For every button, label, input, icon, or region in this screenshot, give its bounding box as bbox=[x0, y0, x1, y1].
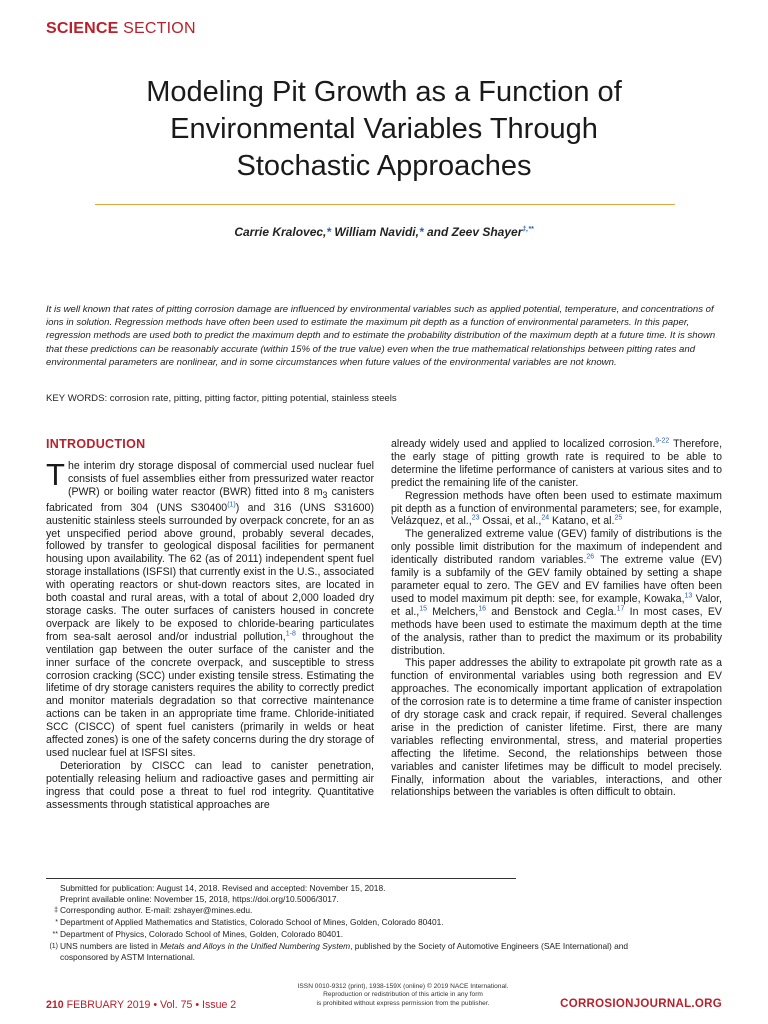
footnote-uns-text-a: UNS numbers are listed in bbox=[60, 940, 161, 951]
author-3: and Zeev Shayer bbox=[423, 225, 523, 239]
citation-1-8[interactable]: 1-8 bbox=[285, 630, 296, 638]
footer-copyright bbox=[238, 983, 568, 1008]
section-label bbox=[46, 20, 196, 38]
subscript-3: 3 bbox=[322, 489, 328, 500]
right-p2-text-a: Regression methods have often been used to estimate maximum pit depth as a function of environmental parameters; see, for example, Velázquez, et al., bbox=[391, 489, 722, 528]
footnote-symbol-star: * bbox=[55, 918, 58, 926]
title-line-1: Modeling Pit Growth as a Function of bbox=[146, 76, 622, 108]
left-column bbox=[46, 438, 374, 811]
right-column bbox=[391, 438, 722, 799]
right-p2-text-c: Katano, et al. bbox=[549, 515, 615, 528]
copyright-line-1: ISSN 0010-9312 (print), 1938-159X (online) © 2019 NACE International. bbox=[297, 983, 509, 990]
intro-text-a: he interim dry storage disposal of commercial used nuclear fuel consists of fuel assemblies either from pressurized water reactor (PWR) or boiling water reactor (BWR) fitted into 8 m bbox=[67, 459, 374, 498]
citation-25[interactable]: 25 bbox=[614, 514, 623, 522]
footer-page-info bbox=[46, 999, 236, 1011]
footnote-affiliation-1 bbox=[46, 917, 722, 929]
author-2: William Navidi, bbox=[331, 225, 419, 239]
footnote-submitted: Submitted for publication: August 14, 2018. Revised and accepted: November 15, 2018. bbox=[60, 883, 386, 893]
author-1-marker[interactable]: * bbox=[326, 225, 332, 239]
keywords: KEY WORDS: corrosion rate, pitting, pitting factor, pitting potential, stainless steels bbox=[46, 393, 397, 404]
footnote-symbol-double-star: ** bbox=[52, 930, 58, 938]
copyright-line-3: is prohibited without express permission from the publisher. bbox=[316, 999, 490, 1007]
footnote-uns bbox=[46, 941, 722, 953]
section-label-rest: SECTION bbox=[118, 20, 196, 37]
citation-17[interactable]: 17 bbox=[616, 605, 625, 613]
footnote-preprint: Preprint available online: November 15, 2018, https://doi.org/10.5006/3017. bbox=[60, 893, 339, 904]
right-paragraph-3 bbox=[391, 528, 722, 657]
right-p1-text-a: already widely used and applied to localized corrosion. bbox=[391, 438, 656, 450]
footnote-divider bbox=[46, 878, 516, 879]
footnote-affiliation-2 bbox=[46, 929, 722, 941]
footnote-symbol-dagger: ‡ bbox=[54, 906, 58, 914]
right-paragraph-4: This paper addresses the ability to extrapolate pit growth rate as a function of environmental variables using both regression and EV approaches. The economically important application of extrapolation of the corrosion rate is to determine a time frame of canister inspection of dry storage cask and crack repair, if required. Several challenges arise in the prediction of canister lifetime. First, there are many variables reflecting environmental, stress, and material properties affecting the lifetime. Second, the relationships between those variables and canister lifetimes may be difficult to model precisely. Finally, information about the variables, interactions, and other relationships between the variables is often difficult to obtain. bbox=[391, 657, 722, 799]
abstract: It is well known that rates of pitting corrosion damage are influenced by environmental variables such as applied potential, temperature, and concentrations of ions in solution. Regression methods have often been used to estimate the maximum pit depth as a function of environmental parameters. In this paper, regression methods are used both to predict the maximum depth and to estimate the probability distribution of the maximum depth at a future time. It is shown that these predictions can be reasonably accurate (within 15% of the true value) even when the true mathematical relationships between pitting rates and environmental parameters are nonlinear, and in some circumstances when future values of the environmental variables are not known. bbox=[46, 304, 716, 368]
section-label-bold: SCIENCE bbox=[46, 20, 119, 37]
page-number: 210 bbox=[46, 999, 64, 1011]
title-divider bbox=[95, 204, 675, 205]
right-p3-text-f: In most cases, EV methods have been used to estimate the maximum depth at the time of the analysis, rather than to predict the maximum or its probability distribution. bbox=[391, 605, 722, 657]
citation-23[interactable]: 23 bbox=[471, 514, 480, 522]
footnote-uns-cont: cosponsored by ASTM International. bbox=[60, 952, 196, 963]
citation-16[interactable]: 16 bbox=[478, 605, 487, 613]
intro-paragraph-1 bbox=[46, 456, 374, 760]
footnotes bbox=[46, 883, 722, 963]
right-p3-text-b: The extreme value (EV) family is a subfamily of the GEV family obtained by setting a shape parameter equal to zero. The GEV and EV families have often been used to model maximum pit depth: see, for example, Kowaka, bbox=[391, 554, 723, 605]
issue-info: FEBRUARY 2019 • Vol. 75 • Issue 2 bbox=[63, 999, 237, 1011]
intro-paragraph-2: Deterioration by CISCC can lead to canister penetration, potentially releasing helium and radioactive gases and permitting air ingress that could pose a threat to fuel rod integrity. Quantitative assessments through statistical approaches are bbox=[46, 759, 374, 811]
footnote-corresponding bbox=[46, 905, 722, 917]
footnote-symbol-1: (1) bbox=[49, 942, 58, 950]
citation-15[interactable]: 15 bbox=[419, 605, 428, 613]
author-1: Carrie Kralovec, bbox=[234, 225, 327, 239]
copyright-line-2: Reproduction or redistribution of this article in any form bbox=[323, 991, 483, 999]
citation-13[interactable]: 13 bbox=[684, 592, 693, 600]
introduction-heading: INTRODUCTION bbox=[46, 437, 146, 451]
title-line-2: Environmental Variables Through bbox=[170, 113, 598, 145]
right-p3-text-e: and Benstock and Cegla. bbox=[486, 605, 617, 618]
author-2-marker[interactable]: * bbox=[418, 225, 424, 239]
right-p3-text-d: Melchers, bbox=[427, 605, 479, 618]
right-paragraph-1 bbox=[391, 438, 722, 490]
intro-text-c: ) and 316 (UNS S31600) austenitic stainless steels surrounded by overpack concrete, for an as yet unspecified period above ground, probably several decades, followed by transfer to geological disposal facilities for permanent housing upon availability. The 62 (as of 2011) independent spent fuel storage installations (ISFSI) that currently exist in the U.S., associated with operating reactors or shut-down reactors sites, are located in both coastal and rural areas, with a total of about 2,000 loaded dry storage casks. The outer surfaces of canisters housed in concrete overpack are likely to be exposed to chloride-bearing particulates from sea-salt aerosol and/or industrial pollution, bbox=[46, 501, 374, 643]
citation-24[interactable]: 24 bbox=[541, 514, 550, 522]
drop-cap: T bbox=[46, 456, 65, 492]
right-p3-text-a: The generalized extreme value (GEV) family of distributions is the only possible limit distribution for the maximum of independent and identically distributed random variables. bbox=[391, 528, 722, 567]
footnote-affiliation-1-text: Department of Applied Mathematics and Statistics, Colorado School of Mines, Golden, Colorado 80401. bbox=[60, 916, 444, 927]
intro-text-d: throughout the ventilation gap between the outer surface of the canister and the inner surface of the concrete overpack, and susceptible to stress corrosion cracking (SCC) under existing tensile stress. Estimating the lifetime of dry storage canisters requires the ability to correctly predict and monitor materials degradation so that corrective maintenance actions can be taken in an appropriate time frame. Chloride-initiated SCC (CISCC) of spent fuel canisters (primarily in welds or heat affected zones) is one of the safety concerns during the dry storage of used nuclear fuel at ISFSI sites. bbox=[46, 630, 374, 759]
right-p1-text-b: Therefore, the early stage of pitting growth rate is required to be able to determine the lifetime performance of canisters at various sites and to predict the remaining life of the canister. bbox=[391, 438, 723, 489]
right-p2-text-b: Ossai, et al., bbox=[479, 515, 542, 528]
journal-site-link[interactable]: CORROSIONJOURNAL.ORG bbox=[560, 998, 722, 1010]
footnote-uns-book-title: Metals and Alloys in the Unified Numbering System bbox=[160, 940, 351, 951]
author-3-marker[interactable]: ‡,** bbox=[522, 226, 534, 233]
right-paragraph-2 bbox=[391, 490, 722, 529]
title-line-3: Stochastic Approaches bbox=[236, 150, 532, 182]
author-list bbox=[0, 225, 768, 239]
right-p3-text-c: Valor, et al., bbox=[391, 592, 722, 618]
intro-text-b: canisters fabricated from 304 (UNS S30400 bbox=[46, 485, 374, 514]
footnote-affiliation-2-text: Department of Physics, Colorado School of Mines, Golden, Colorado 80401. bbox=[60, 928, 344, 939]
footnote-uns-text-b: , published by the Society of Automotive Engineers (SAE International) and bbox=[350, 940, 629, 951]
footnote-ref-1[interactable]: (1) bbox=[227, 501, 236, 509]
citation-9-22[interactable]: 9-22 bbox=[655, 437, 670, 445]
article-title bbox=[60, 74, 708, 185]
citation-26[interactable]: 26 bbox=[586, 553, 595, 561]
footnote-corresponding-text: Corresponding author. E-mail: zshayer@mines.edu. bbox=[60, 904, 253, 915]
